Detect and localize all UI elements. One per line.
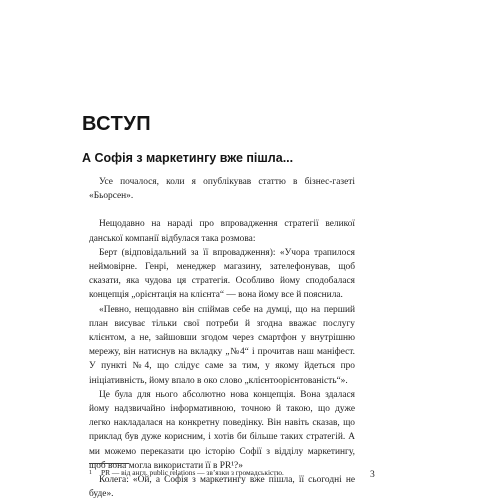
page-number: 3: [370, 469, 375, 480]
paragraph: Берт (відповідальний за її впровадження): «Учора трапилося неймовірне. Генрі, менеджер магазину, зателефонував, щоб сказати, яка чудова ця стратегія. Особливо йому сподобалася концепція „орієнтація на клієнта“ — вона йому все й пояснила.: [89, 247, 355, 301]
chapter-subtitle: А Софія з маркетингу вже пішла...: [82, 151, 294, 165]
footnote: [89, 468, 355, 478]
paragraph: Це була для нього абсолютно нова концепція. Вона здалася йому надзвичайно інформативною, точною й такою, що дуже легко накладалася на конкретну поведінку. Він навіть сказав, що приклад був дуже корисним, і хотів би більше таких стратегій. А ми можемо переказати цю історію Софії з відділу маркетингу, щоб вона могла використати її в PR¹?»: [89, 389, 355, 471]
chapter-title: ВСТУП: [82, 113, 152, 135]
footnote-marker: 1: [89, 470, 92, 476]
paragraph: Колега: «Ой, а Софія з маркетингу вже пішла, її сьогодні не буде».: [89, 475, 355, 500]
body-text: [89, 175, 355, 501]
footnote-divider: [89, 463, 129, 464]
paragraph: «Певно, нещодавно він спіймав себе на думці, що на перший план висуває тільки свої потреби й згодна вважає послугу клієнтом, а не, зайшовши згодом через смартфон у внутрішню мережу, він натиснув на вкладку „№4“ і прочитав наш маніфест. У пункті №4, що слідує саме за тим, у якому йдеться про ініціативність, йому впало в око слово „клієнтоорієнтованість“».: [89, 304, 355, 386]
footnote-text: PR — від англ. public relations — зв’язки з громадськістю.: [101, 468, 284, 477]
paragraph: Нещодавно на нараді про впровадження стратегії великої данської компанії відбулася така розмова:: [89, 219, 355, 244]
paragraph: Усе почалося, коли я опублікував статтю в бізнес-газеті «Бьорсен».: [89, 177, 355, 202]
